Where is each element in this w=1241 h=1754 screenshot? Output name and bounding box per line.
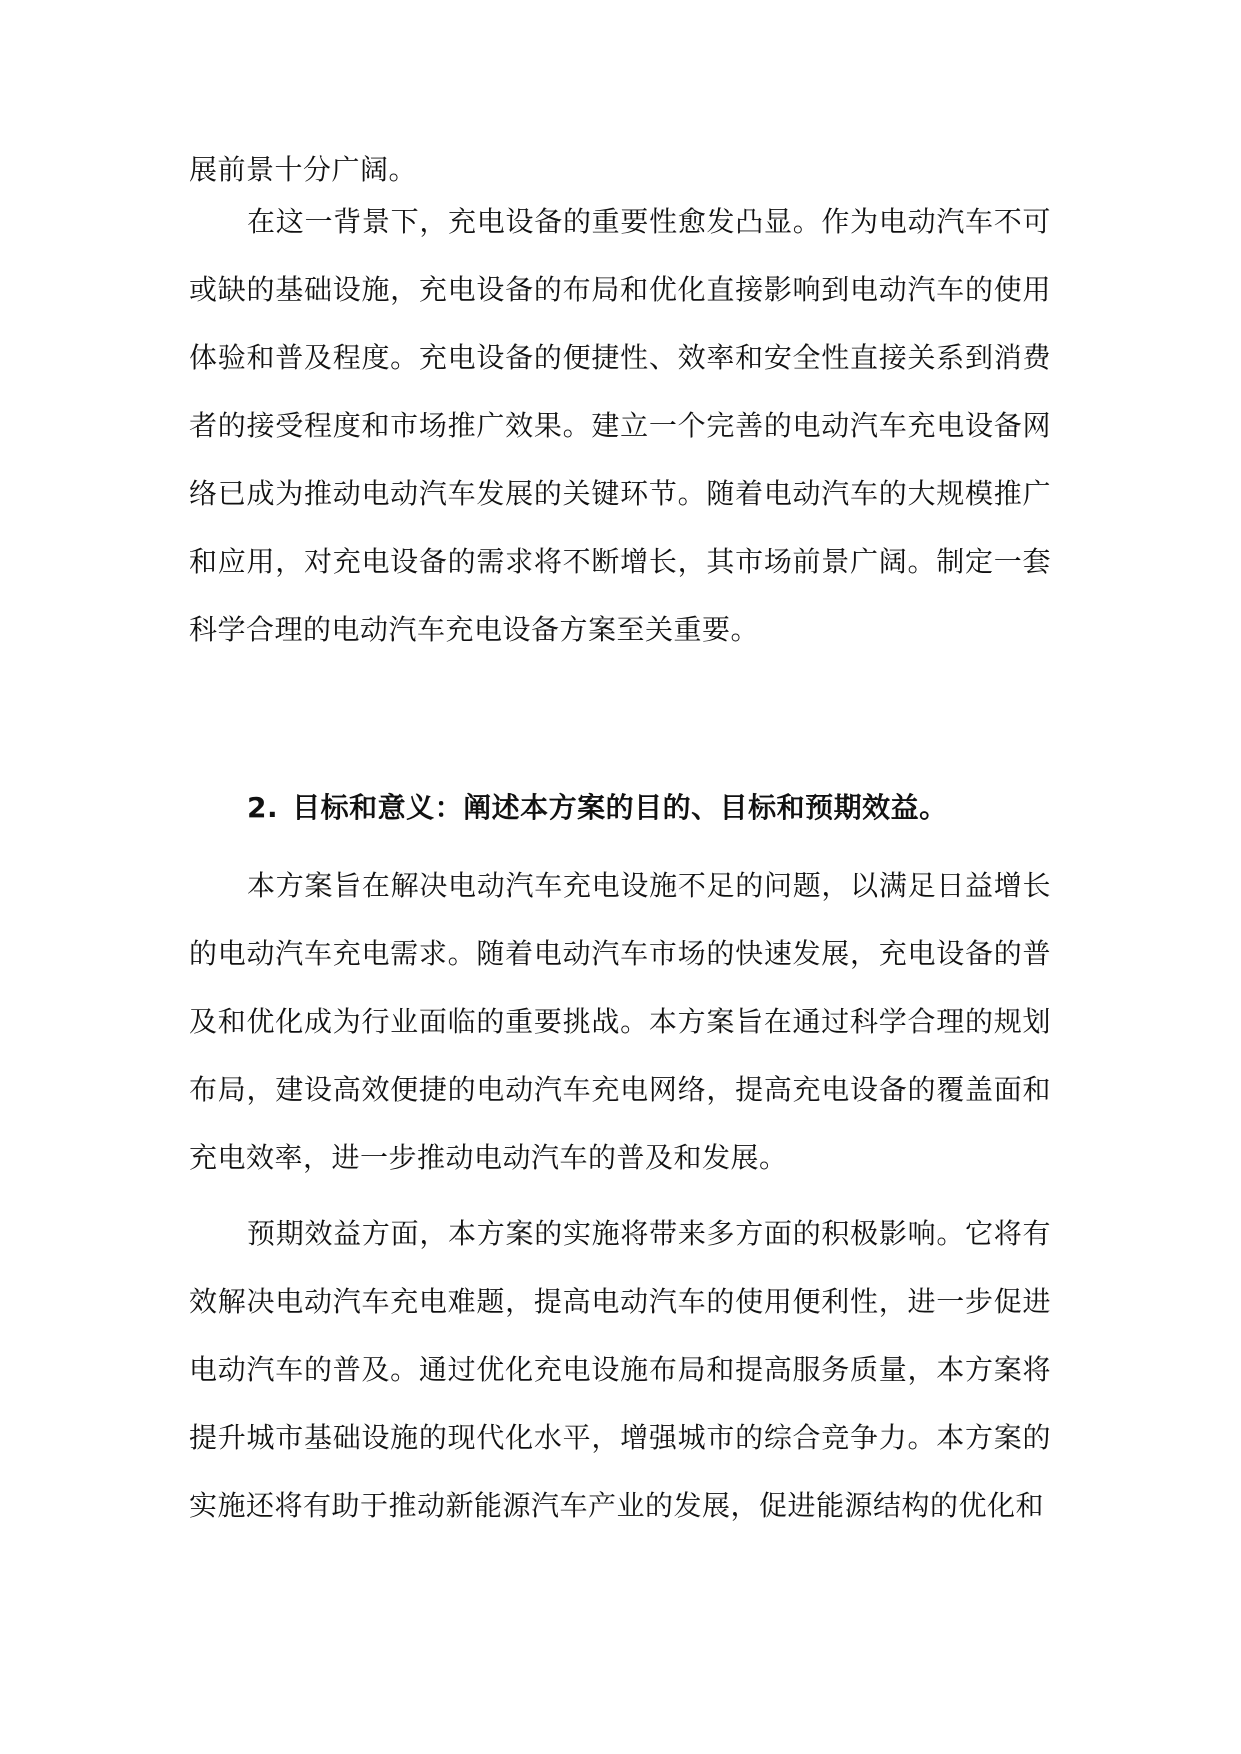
paragraph-background: 在这一背景下，充电设备的重要性愈发凸显。作为电动汽车不可或缺的基础设施，充电设备的布局和优化直接影响到电动汽车的使用体验和普及程度。充电设备的便捷性、效率和安全性直接关系到消费者的接受程度和市场推广效果。建立一个完善的电动汽车充电设备网络已成为推动电动汽车发展的关键环节。随着电动汽车的大规模推广和应用，对充电设备的需求将不断增长，其市场前景广阔。制定一套科学合理的电动汽车充电设备方案至关重要。 bbox=[189, 205, 1051, 646]
paragraph-continuation: 展前景十分广阔。 bbox=[189, 153, 418, 186]
section-title: 目标和意义：阐述本方案的目的、目标和预期效益。 bbox=[292, 791, 948, 824]
paragraph-benefits: 预期效益方面，本方案的实施将带来多方面的积极影响。它将有效解决电动汽车充电难题，提高电动汽车的使用便利性，进一步促进电动汽车的普及。通过优化充电设施布局和提高服务质量，本方案将提升城市基础设施的现代化水平，增强城市的综合竞争力。本方案的实施还将有助于推动新能源汽车产业的发展，促进能源结构的优化和 bbox=[189, 1217, 1051, 1522]
section-number: 2. bbox=[247, 791, 279, 824]
paragraph-goals: 本方案旨在解决电动汽车充电设施不足的问题，以满足日益增长的电动汽车充电需求。随着电动汽车市场的快速发展，充电设备的普及和优化成为行业面临的重要挑战。本方案旨在通过科学合理的规划布局，建设高效便捷的电动汽车充电网络，提高充电设备的覆盖面和充电效率，进一步推动电动汽车的普及和发展。 bbox=[189, 869, 1051, 1174]
section-heading bbox=[247, 778, 948, 838]
